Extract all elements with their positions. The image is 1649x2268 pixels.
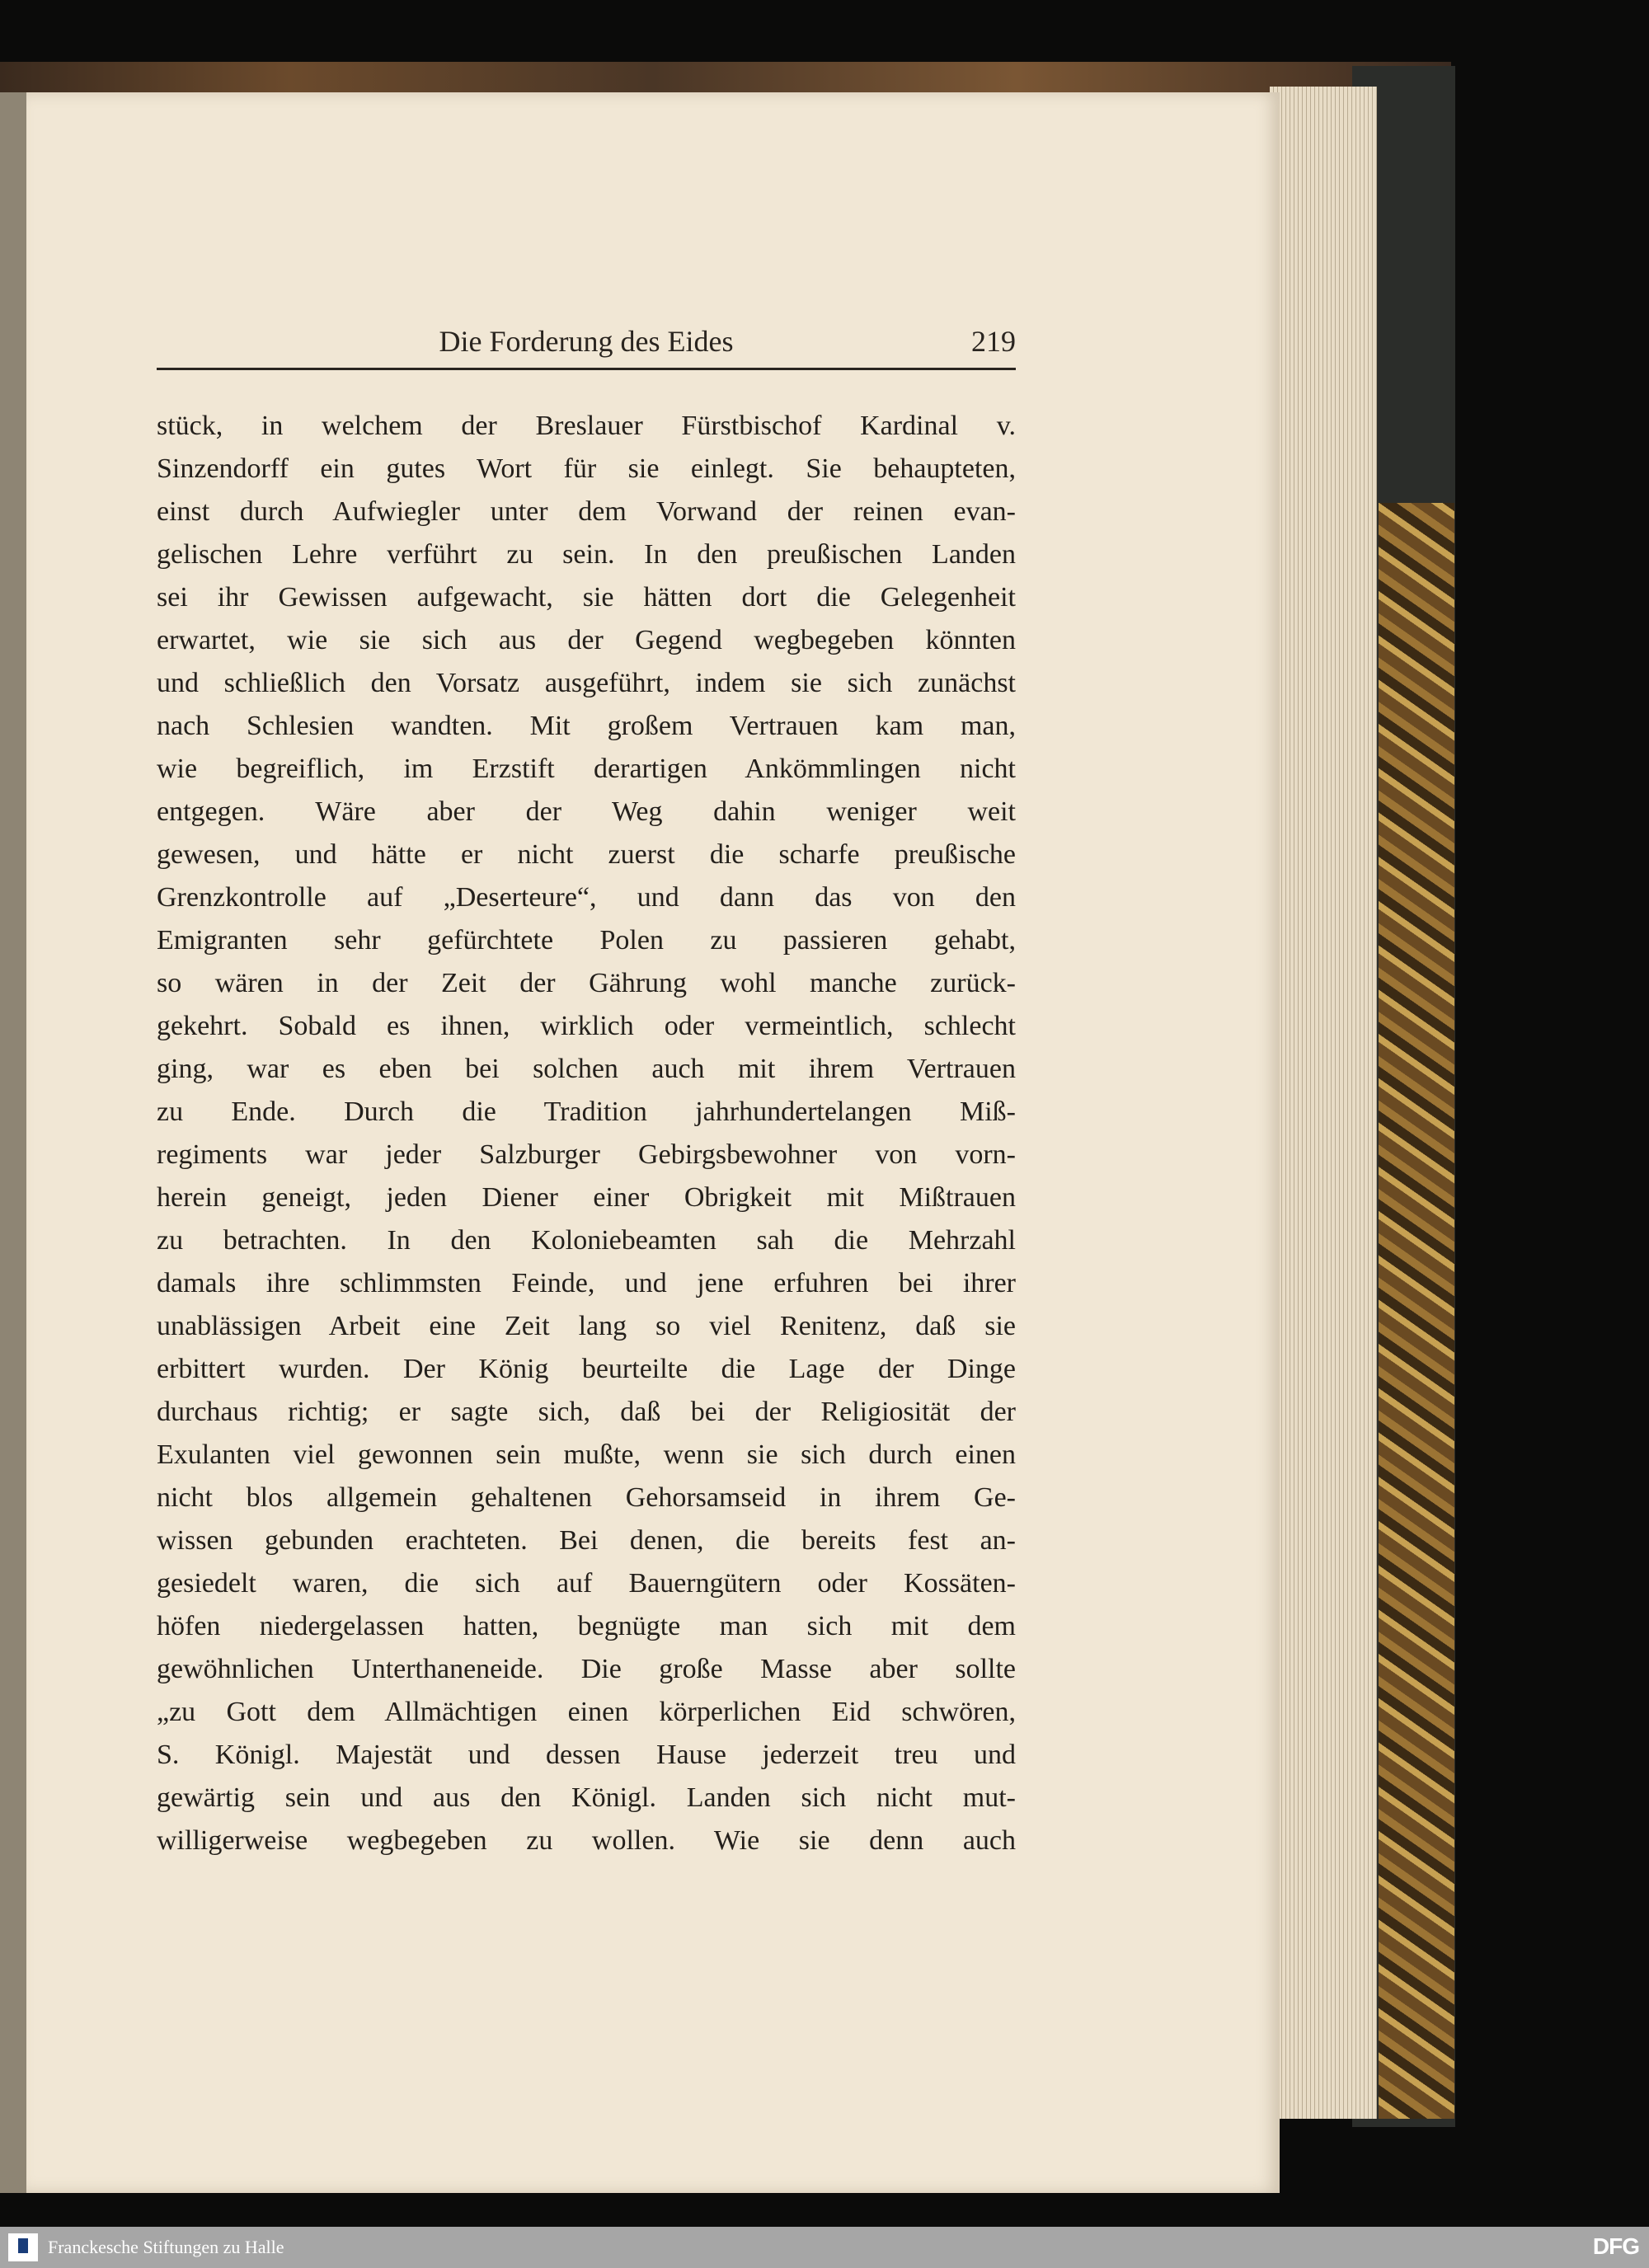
text-line: Exulanten viel gewonnen sein mußte, wenn sie sich durch einen	[157, 1439, 1016, 1470]
institution-logo-icon	[8, 2233, 38, 2261]
running-title: Die Forderung des Eides	[439, 325, 734, 358]
text-line: S. Königl. Majestät und dessen Hause jederzeit treu und	[157, 1740, 1016, 1770]
text-line: erbittert wurden. Der König beurteilte die Lage der Dinge	[157, 1354, 1016, 1384]
text-line: nach Schlesien wandten. Mit großem Vertrauen kam man,	[157, 711, 1016, 741]
text-line: wissen gebunden erachteten. Bei denen, die bereits fest an-	[157, 1525, 1016, 1556]
body-text	[157, 405, 1016, 1862]
text-line: nicht blos allgemein gehaltenen Gehorsamseid in ihrem Ge-	[157, 1482, 1016, 1513]
text-line: ging, war es eben bei solchen auch mit ihrem Vertrauen	[157, 1054, 1016, 1084]
text-line: zu betrachten. In den Koloniebeamten sah die Mehrzahl	[157, 1225, 1016, 1256]
text-line: willigerweise wegbegeben zu wollen. Wie sie denn auch	[157, 1825, 1016, 1856]
text-line: regiments war jeder Salzburger Gebirgsbewohner von vorn-	[157, 1139, 1016, 1170]
page-number: 219	[971, 325, 1016, 358]
text-line: zu Ende. Durch die Tradition jahrhundertelangen Miß-	[157, 1096, 1016, 1127]
text-line: Grenzkontrolle auf „Deserteure“, und dann das von den	[157, 882, 1016, 913]
facing-page-edge	[0, 92, 26, 2193]
book-cover-edge	[0, 62, 1451, 95]
text-line: und schließlich den Vorsatz ausgeführt, indem sie sich zunächst	[157, 668, 1016, 698]
text-line: Sinzendorff ein gutes Wort für sie einlegt. Sie behaupteten,	[157, 453, 1016, 484]
text-line: gelischen Lehre verführt zu sein. In den preußischen Landen	[157, 539, 1016, 570]
text-line: gekehrt. Sobald es ihnen, wirklich oder vermeintlich, schlecht	[157, 1011, 1016, 1041]
text-line: gewesen, und hätte er nicht zuerst die scharfe preußische	[157, 839, 1016, 870]
marbled-cover-paper	[1379, 503, 1454, 2119]
text-line: unablässigen Arbeit eine Zeit lang so viel Renitenz, daß sie	[157, 1311, 1016, 1341]
text-line: entgegen. Wäre aber der Weg dahin weniger weit	[157, 796, 1016, 827]
text-line: sei ihr Gewissen aufgewacht, sie hätten dort die Gelegenheit	[157, 582, 1016, 613]
header-rule	[157, 368, 1016, 370]
text-line: damals ihre schlimmsten Feinde, und jene erfuhren bei ihrer	[157, 1268, 1016, 1298]
text-line: stück, in welchem der Breslauer Fürstbischof Kardinal v.	[157, 411, 1016, 441]
institution-name: Franckesche Stiftungen zu Halle	[48, 2237, 284, 2257]
text-line: herein geneigt, jeden Diener einer Obrigkeit mit Mißtrauen	[157, 1182, 1016, 1213]
text-line: erwartet, wie sie sich aus der Gegend wegbegeben könnten	[157, 625, 1016, 655]
page-header	[157, 320, 1016, 363]
viewer-footer	[0, 2227, 1649, 2268]
text-line: gewöhnlichen Unterthaneneide. Die große Masse aber sollte	[157, 1654, 1016, 1684]
text-line: durchaus richtig; er sagte sich, daß bei der Religiosität der	[157, 1397, 1016, 1427]
text-line: so wären in der Zeit der Gährung wohl manche zurück-	[157, 968, 1016, 998]
text-line: wie begreiflich, im Erzstift derartigen Ankömmlingen nicht	[157, 754, 1016, 784]
text-line: einst durch Aufwiegler unter dem Vorwand der reinen evan-	[157, 496, 1016, 527]
text-line: gewärtig sein und aus den Königl. Landen sich nicht mut-	[157, 1782, 1016, 1813]
text-line: gesiedelt waren, die sich auf Bauerngütern oder Kossäten-	[157, 1568, 1016, 1599]
page-edges	[1270, 87, 1377, 2119]
dfg-logo: DFG	[1592, 2233, 1639, 2259]
text-line: höfen niedergelassen hatten, begnügte man sich mit dem	[157, 1611, 1016, 1641]
text-line: „zu Gott dem Allmächtigen einen körperlichen Eid schwören,	[157, 1697, 1016, 1727]
text-line: Emigranten sehr gefürchtete Polen zu passieren gehabt,	[157, 925, 1016, 956]
